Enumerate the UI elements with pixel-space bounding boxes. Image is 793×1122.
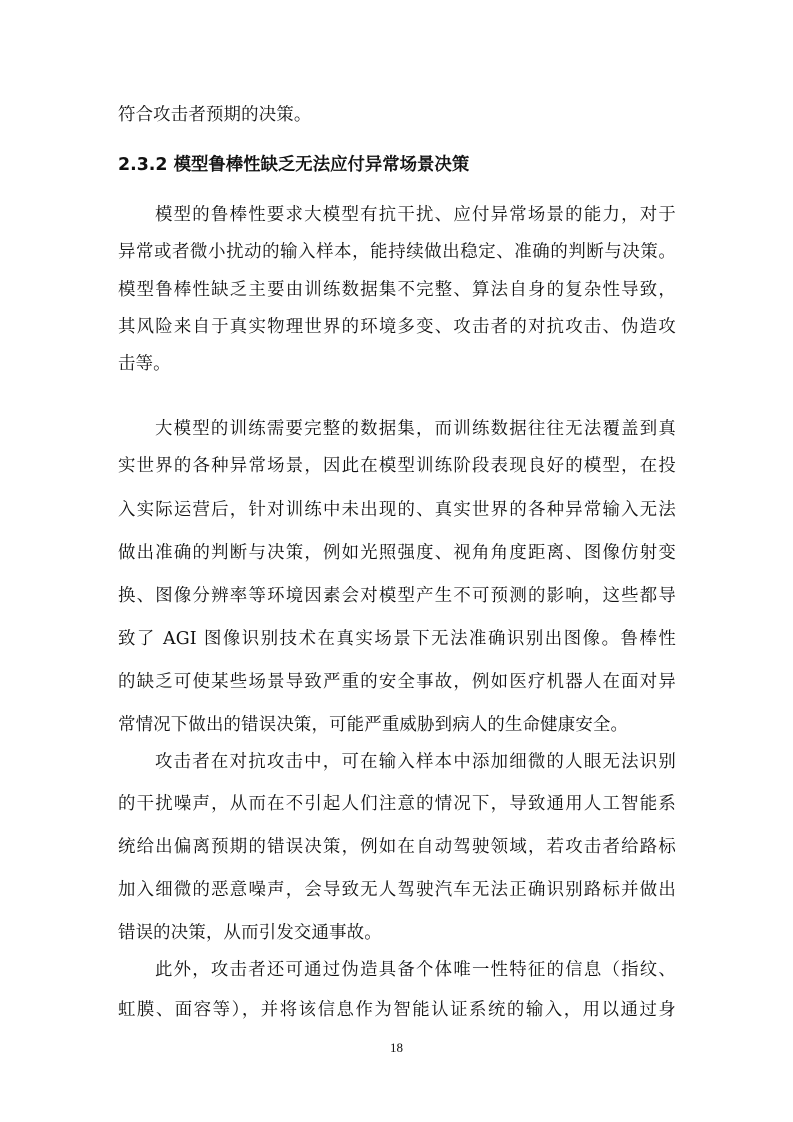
paragraph-line: 统给出偏离预期的错误决策，例如在自动驾驶领域，若攻击者给路标 <box>118 837 676 857</box>
paragraph-line: 加入细微的恶意噪声，会导致无人驾驶汽车无法正确识别路标并做出 <box>118 880 676 900</box>
paragraph-line: 致了 AGI 图像识别技术在真实场景下无法准确识别出图像。鲁棒性 <box>118 629 676 649</box>
paragraph-line: 异常或者微小扰动的输入样本，能持续做出稳定、准确的判断与决策。 <box>118 242 676 262</box>
paragraph-line: 其风险来自于真实物理世界的环境多变、攻击者的对抗攻击、伪造攻 <box>118 317 676 337</box>
paragraph-line: 错误的决策，从而引发交通事故。 <box>118 923 382 943</box>
paragraph-line: 大模型的训练需要完整的数据集，而训练数据往往无法覆盖到真 <box>155 419 676 439</box>
paragraph-line: 此外，攻击者还可通过伪造具备个体唯一性特征的信息（指纹、 <box>155 960 676 980</box>
paragraph-line: 常情况下做出的错误决策，可能严重威胁到病人的生命健康安全。 <box>118 715 629 735</box>
paragraph-line: 换、图像分辨率等环境因素会对模型产生不可预测的影响，这些都导 <box>118 586 676 606</box>
continuation-line: 符合攻击者预期的决策。 <box>118 105 312 125</box>
section-heading: 2.3.2 模型鲁棒性缺乏无法应付异常场景决策 <box>118 155 470 175</box>
paragraph-line: 的缺乏可使某些场景导致严重的安全事故，例如医疗机器人在面对异 <box>118 672 676 692</box>
paragraph-line: 模型的鲁棒性要求大模型有抗干扰、应付异常场景的能力，对于 <box>155 205 676 225</box>
paragraph-line: 模型鲁棒性缺乏主要由训练数据集不完整、算法自身的复杂性导致， <box>118 280 676 300</box>
paragraph-line: 击等。 <box>118 354 171 374</box>
page-number: 18 <box>390 1040 403 1055</box>
paragraph-line: 的干扰噪声，从而在不引起人们注意的情况下，导致通用人工智能系 <box>118 794 676 814</box>
paragraph-line: 攻击者在对抗攻击中，可在输入样本中添加细微的人眼无法识别 <box>155 752 676 772</box>
paragraph-line: 做出准确的判断与决策，例如光照强度、视角角度距离、图像仿射变 <box>118 543 676 563</box>
paragraph-line: 入实际运营后，针对训练中未出现的、真实世界的各种异常输入无法 <box>118 500 676 520</box>
paragraph-line: 虹膜、面容等），并将该信息作为智能认证系统的输入，用以通过身 <box>118 1000 676 1020</box>
paragraph-line: 实世界的各种异常场景，因此在模型训练阶段表现良好的模型，在投 <box>118 456 676 476</box>
